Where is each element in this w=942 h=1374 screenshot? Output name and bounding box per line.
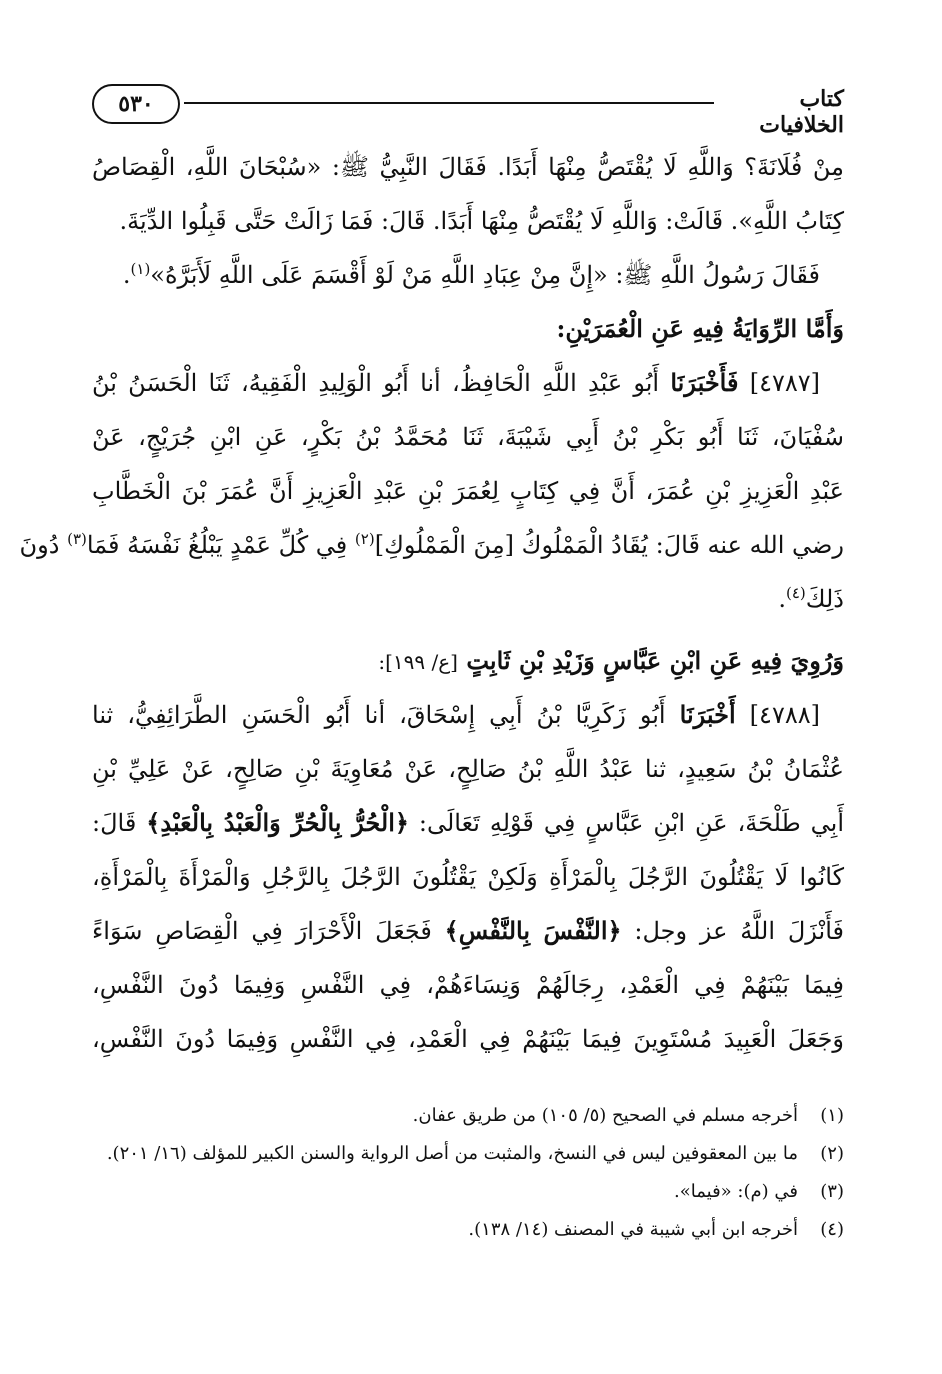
footnote — [92, 1214, 844, 1246]
footnote — [92, 1100, 844, 1132]
footnote-ref: (٢) — [354, 530, 375, 548]
quran-verse: ﴿النَّفْسَ بِالنَّفْسِ﴾ — [444, 916, 622, 945]
text-line: كَانُوا لَا يَقْتُلُونَ الرَّجُلَ بِالْمَرْأَةِ وَلَكِنْ يَقْتُلُونَ الرَّجُلَ بِالرَّجُلِ وَالْمَرْأَةَ بِالْمَرْأَةِ، — [92, 863, 844, 891]
footnote — [92, 1176, 844, 1208]
text-line: سُفْيَانَ، ثَنَا أَبُو بَكْرِ بْنُ أَبِي شَيْبَةَ، ثَنَا مُحَمَّدُ بْنُ بَكْرٍ، عَنِ ابْنِ جُرَيْجٍ، عَنْ — [92, 423, 844, 451]
footnote-text: في (م): «فيما». — [674, 1181, 798, 1202]
text-span: رضي الله عنه قَالَ: يُقَادُ الْمَمْلُوكُ [مِنَ الْمَمْلُوكِ] — [374, 531, 844, 559]
text-line — [19, 518, 844, 572]
hadith-number: [٤٧٨٧] — [749, 369, 820, 397]
page-number: ٥٣٠ — [92, 84, 180, 124]
text-line — [92, 248, 844, 302]
hadith-number: [٤٧٨٨] — [749, 701, 820, 729]
page-header — [92, 84, 844, 138]
footnote-number: (٢) — [820, 1143, 844, 1164]
heading-text: وَرُوِيَ فِيهِ عَنِ ابْنِ عَبَّاسٍ وَزَيْدِ بْنِ ثَابِتٍ — [466, 646, 844, 675]
main-text — [19, 140, 844, 1066]
footnote-ref: (٣) — [67, 530, 87, 548]
text-span: فَقَالَ رَسُولُ اللَّهِ ﷺ: «إِنَّ مِنْ عِبَادِ اللَّهِ مَنْ لَوْ أَقْسَمَ عَلَى اللَّهِ لَأَبَرَّهُ» — [150, 261, 820, 289]
footnote-number: (١) — [820, 1105, 844, 1126]
text-line — [92, 356, 844, 410]
text-line — [92, 688, 844, 742]
text-line: وَجَعَلَ الْعَبِيدَ مُسْتَوِينَ فِيمَا بَيْنَهُمْ فِي الْعَمْدِ، فِي النَّفْسِ وَفِيمَا دُونَ النَّفْسِ، — [92, 1025, 844, 1053]
text-line — [92, 904, 844, 958]
text-span: فَجَعَلَ الْأَحْرَارَ فِي الْقِصَاصِ سَوَاءً — [92, 917, 432, 945]
text-span: دُونَ — [19, 531, 60, 559]
text-span: فَأَنْزَلَ اللَّهُ عز وجل: — [634, 917, 844, 945]
header-rule — [184, 102, 714, 104]
text-span: أَبِي طَلْحَةَ، عَنِ ابْنِ عَبَّاسٍ فِي قَوْلِهِ تَعَالَى: — [418, 809, 844, 837]
footnote — [92, 1138, 844, 1170]
text-line: فِيمَا بَيْنَهُمْ فِي الْعَمْدِ، رِجَالَهُمْ وَنِسَاءَهُمْ، فِي النَّفْسِ وَفِيمَا دُونَ النَّفْسِ، — [92, 971, 844, 999]
manuscript-marker: [ع/ ١٩٩]: — [378, 650, 458, 674]
text-span: فِي كُلِّ عَمْدٍ يَبْلُغُ نَفْسَهُ فَمَا — [86, 531, 348, 559]
footnote-text: أخرجه مسلم في الصحيح (٥/ ١٠٥) من طريق عفان. — [412, 1105, 798, 1126]
text-line: عُثْمَانُ بْنُ سَعِيدٍ، ثنا عَبْدُ اللَّهِ بْنُ صَالِحٍ، عَنْ مُعَاوِيَةَ بْنِ صَالِحٍ، عَنْ عَلِيِّ بْنِ — [92, 755, 844, 783]
quran-verse: ﴿الْحُرُّ بِالْحُرِّ وَالْعَبْدُ بِالْعَبْدِ﴾ — [146, 808, 409, 837]
text-span: . — [122, 261, 131, 289]
text-line — [92, 572, 844, 626]
hadith-keyword: أَخْبَرَنَا — [679, 700, 736, 729]
text-span: ذَلِكَ — [805, 585, 844, 613]
text-line — [92, 140, 844, 194]
footnote-number: (٤) — [820, 1219, 844, 1240]
text-line: عَبْدِ الْعَزِيزِ بْنِ عُمَرَ، أَنَّ فِي كِتَابٍ لِعُمَرَ بْنِ عَبْدِ الْعَزِيزِ أَنَّ عُمَرَ بْنَ الْخَطَّابِ — [92, 477, 844, 505]
footnote-text: ما بين المعقوفين ليس في النسخ، والمثبت من أصل الرواية والسنن الكبير للمؤلف (١٦/ ٢٠١). — [106, 1143, 798, 1164]
text-span: كِتَابُ اللَّهِ». قَالَتْ: وَاللَّهِ لَا يُقْتَصُّ مِنْهَا أَبَدًا. قَالَ: فَمَا زَالَتْ حَتَّى قَبِلُوا الدِّيَةَ. — [119, 207, 844, 235]
footnote-number: (٣) — [820, 1181, 844, 1202]
text-line — [92, 796, 844, 850]
text-span: مِنْ فُلَانَةَ؟ وَاللَّهِ لَا يُقْتَصُّ مِنْهَا أَبَدًا. فَقَالَ النَّبِيُّ ﷺ: «سُبْحَانَ اللَّهِ، الْقِصَاصُ — [92, 153, 844, 181]
footnote-ref: (٤) — [785, 584, 806, 602]
footnote-ref: (١) — [130, 260, 151, 278]
text-span: أَبُو عَبْدِ اللَّهِ الْحَافِظُ، أنا أَبُو الْوَلِيدِ الْفَقِيهُ، ثَنَا الْحَسَنُ بْنُ — [92, 369, 660, 397]
text-line — [92, 194, 844, 248]
text-span: أَبُو زَكَرِيَّا بْنُ أَبِي إِسْحَاقَ، أنا أَبُو الْحَسَنِ الطَّرَائِفِيُّ، ثنا — [92, 701, 666, 729]
hadith-keyword: فَأَخْبَرَنَا — [670, 368, 739, 397]
footnotes — [92, 1100, 844, 1252]
text-span: . — [778, 585, 786, 613]
footnote-text: أخرجه ابن أبي شيبة في المصنف (١٤/ ١٣٨). — [468, 1219, 798, 1240]
text-span: قَالَ: — [92, 809, 137, 837]
book-title: كتاب الخلافيات — [759, 86, 844, 138]
section-heading: وَأَمَّا الرِّوَايَةُ فِيهِ عَنِ الْعُمَرَيْنِ: — [556, 314, 844, 343]
section-heading — [92, 634, 844, 688]
